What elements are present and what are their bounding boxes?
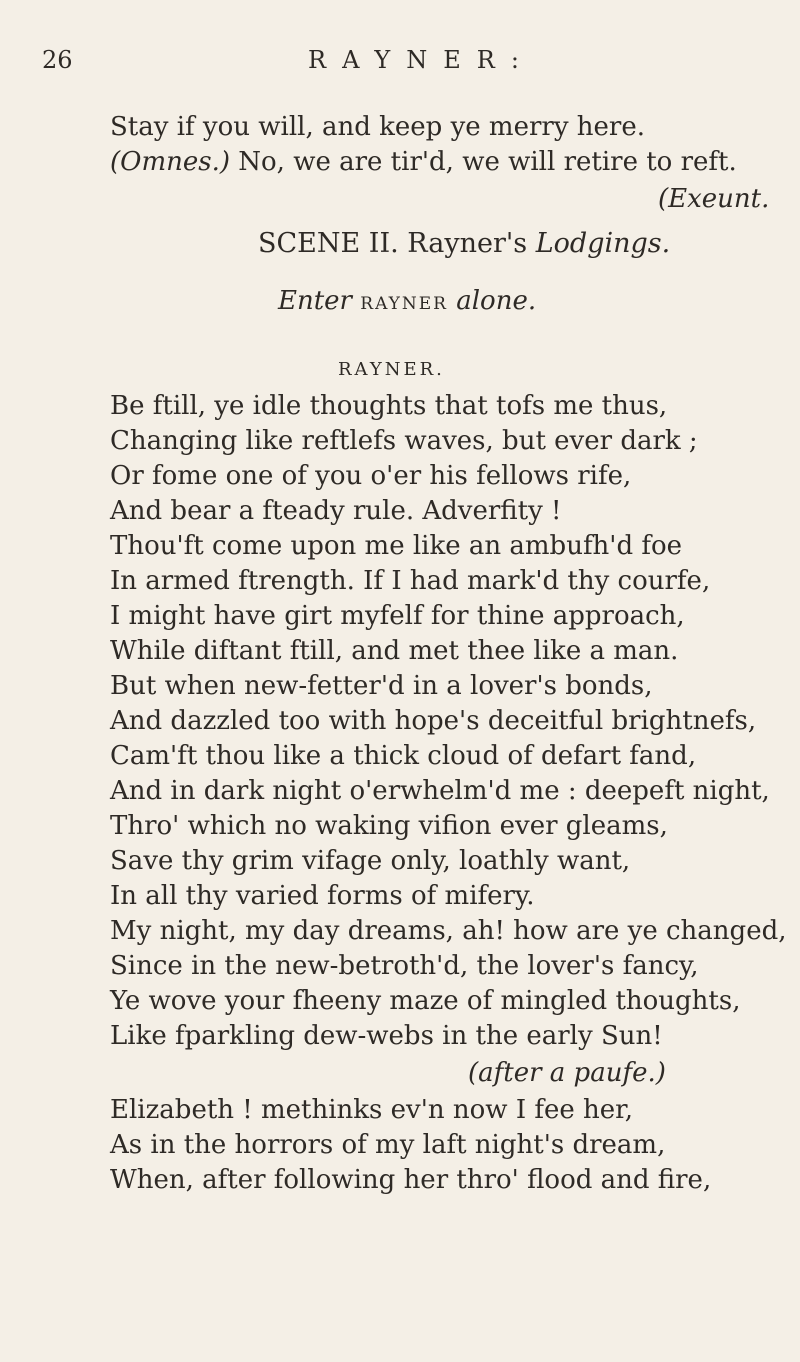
verse-line: My night, my day dreams, ah! how are ye changed, [110, 916, 787, 946]
verse-line: As in the horrors of my laft night's dream, [110, 1130, 666, 1160]
stage-direction-pause: (after a paufe.) [468, 1058, 666, 1088]
verse-line: While diftant ftill, and met thee like a man. [110, 636, 679, 666]
verse-line: And bear a fteady rule. Adverfity ! [110, 496, 562, 526]
page-header [0, 46, 800, 80]
verse-line: Thou'ft come upon me like an ambufh'd foe [110, 531, 683, 561]
enter-name: RAYNER [360, 294, 448, 314]
verse-line: Thro' which no waking vifion ever gleams, [110, 811, 668, 841]
verse-line: Be ftill, ye idle thoughts that tofs me thus, [110, 391, 668, 421]
verse-line: I might have girt myfelf for thine approach, [110, 601, 685, 631]
verse-line: Ye wove your fheeny maze of mingled thoughts, [110, 986, 741, 1016]
verse-line: In all thy varied forms of mifery. [110, 881, 535, 911]
scene-label: SCENE II. [258, 228, 399, 259]
verse-line: Changing like reftlefs waves, but ever dark ; [110, 426, 698, 456]
verse-line: Since in the new-betroth'd, the lover's fancy, [110, 951, 699, 981]
verse-line: But when new-fetter'd in a lover's bonds, [110, 671, 653, 701]
verse-line: Like fparkling dew-webs in the early Sun! [110, 1021, 663, 1051]
omnes-reply: No, we are tir'd, we will retire to reft. [238, 147, 737, 177]
opening-line-2 [110, 146, 737, 178]
page-number: 26 [42, 46, 73, 74]
verse-line: In armed ftrength. If I had mark'd thy courfe, [110, 566, 711, 596]
verse-line: And in dark night o'erwhelm'd me : deepeft night, [110, 776, 770, 806]
verse-line: Save thy grim vifage only, loathly want, [110, 846, 631, 876]
running-head: RAYNER: [308, 46, 535, 74]
speaker-name: RAYNER. [338, 359, 445, 380]
verse-line: Cam'ft thou like a thick cloud of defart fand, [110, 741, 697, 771]
scene-place-prefix: Rayner's [407, 228, 528, 259]
stage-direction-omnes: (Omnes.) [110, 147, 230, 177]
enter-alone: alone. [456, 286, 537, 316]
scene-place: Lodgings. [535, 228, 671, 259]
verse-line: Or fome one of you o'er his fellows rife, [110, 461, 632, 491]
verse-line: Elizabeth ! methinks ev'n now I fee her, [110, 1095, 633, 1125]
scene-heading [258, 228, 670, 260]
opening-line-1: Stay if you will, and keep ye merry here. [110, 112, 645, 142]
verse-line: When, after following her thro' flood and fire, [110, 1165, 712, 1195]
stage-direction-exeunt: (Exeunt. [658, 184, 770, 214]
enter-word: Enter [278, 286, 352, 316]
verse-line: And dazzled too with hope's deceitful brightnefs, [110, 706, 757, 736]
entrance-direction [278, 285, 536, 320]
